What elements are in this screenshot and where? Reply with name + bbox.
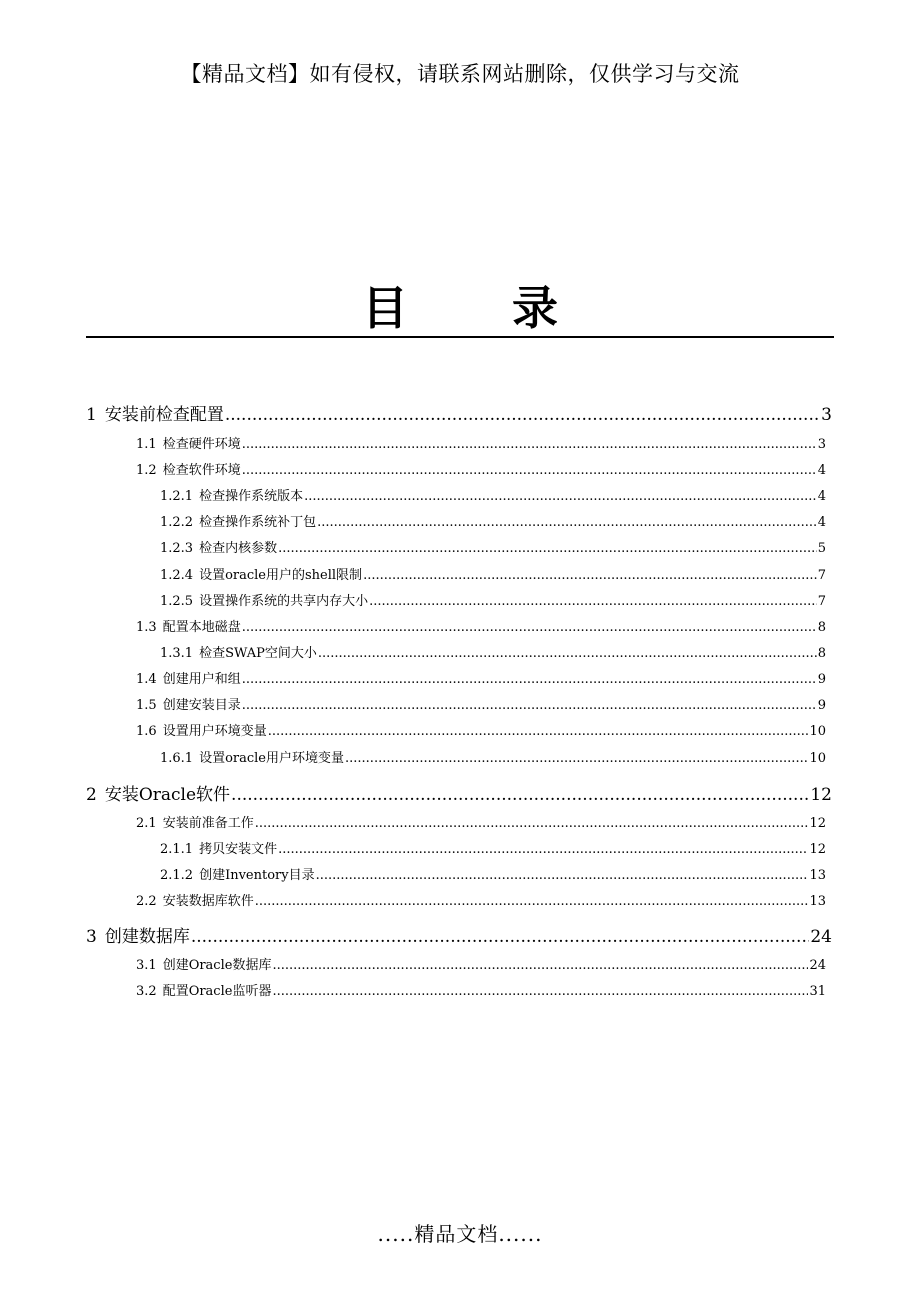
toc-entry-number: 2.2	[136, 894, 157, 908]
toc-entry-page: 7	[817, 594, 826, 608]
toc-entry-number: 1	[86, 405, 97, 424]
toc-entry-title: 安装数据库软件	[162, 894, 254, 908]
toc-entry-number: 1.3.1	[160, 646, 194, 660]
toc-entry[interactable]	[136, 812, 826, 830]
toc-leader-dots	[242, 620, 817, 634]
toc-entry[interactable]	[136, 459, 826, 477]
toc-entry-number: 2.1.2	[160, 868, 194, 882]
toc-entry[interactable]	[136, 954, 826, 972]
toc-entry[interactable]	[136, 720, 826, 738]
toc-entry-title: 检查软件环境	[162, 463, 241, 477]
toc-entry-title: 配置本地磁盘	[162, 620, 241, 634]
toc-entry-number: 1.4	[136, 672, 157, 686]
toc-entry-title: 创建Inventory目录	[199, 868, 315, 882]
toc-entry-title: 设置操作系统的共享内存大小	[199, 594, 369, 608]
toc-entry-number: 2.1.1	[160, 842, 194, 856]
toc-entry-page: 12	[810, 785, 832, 804]
toc-entry-number: 1.2.2	[160, 515, 194, 529]
toc-entry-number: 1.2.3	[160, 541, 194, 555]
toc-entry-page: 4	[817, 515, 826, 529]
toc-entry[interactable]	[160, 864, 826, 882]
toc-entry[interactable]	[136, 980, 826, 998]
toc-entry-title: 检查SWAP空间大小	[199, 646, 317, 660]
toc-leader-dots	[369, 594, 817, 608]
toc-entry-page: 13	[809, 894, 826, 908]
toc-entry-title: 检查操作系统补丁包	[199, 515, 317, 529]
toc-entry-page: 8	[817, 620, 826, 634]
toc-entry[interactable]	[160, 747, 826, 765]
toc-entry-page: 3	[817, 437, 826, 451]
toc-leader-dots	[318, 646, 817, 660]
footer-note: .....精品文档......	[377, 1222, 543, 1246]
toc-leader-dots	[304, 489, 817, 503]
toc-entry-number: 3.2	[136, 984, 157, 998]
toc-entry-title: 检查操作系统版本	[199, 489, 304, 503]
toc-leader-dots	[278, 541, 817, 555]
toc-entry[interactable]	[160, 485, 826, 503]
toc-leader-dots	[242, 698, 817, 712]
toc-entry-number: 1.2.1	[160, 489, 194, 503]
toc-leader-dots	[278, 842, 808, 856]
toc-entry-page: 12	[809, 816, 826, 830]
toc-entry-number: 1.6	[136, 724, 157, 738]
toc-leader-dots	[316, 868, 809, 882]
toc-leader-dots	[255, 894, 809, 908]
toc-entry[interactable]	[86, 780, 832, 804]
toc-entry-title: 设置oracle用户环境变量	[199, 751, 345, 765]
toc-leader-dots	[242, 672, 817, 686]
toc-entry-number: 1.2.4	[160, 568, 194, 582]
toc-entry-page: 5	[817, 541, 826, 555]
toc-entry[interactable]	[86, 400, 832, 424]
toc-leader-dots	[345, 751, 808, 765]
toc-entry[interactable]	[160, 511, 826, 529]
toc-leader-dots	[272, 984, 808, 998]
toc-leader-dots	[225, 405, 820, 424]
toc-entry[interactable]	[136, 433, 826, 451]
toc-entry[interactable]	[136, 616, 826, 634]
toc-leader-dots	[255, 816, 809, 830]
toc-leader-dots	[363, 568, 817, 582]
toc-entry-title: 创建数据库	[104, 927, 190, 946]
toc-entry-number: 2	[86, 785, 97, 804]
toc-entry-title: 设置用户环境变量	[162, 724, 267, 738]
toc-entry-title: 设置oracle用户的shell限制	[199, 568, 363, 582]
toc-entry-page: 10	[809, 724, 826, 738]
toc-entry-page: 4	[817, 463, 826, 477]
toc-entry-title: 安装Oracle软件	[104, 785, 231, 804]
toc-leader-dots	[317, 515, 817, 529]
toc-entry[interactable]	[160, 590, 826, 608]
toc-entry-page: 24	[809, 958, 826, 972]
header-disclaimer: 【精品文档】如有侵权，请联系网站删除，仅供学习与交流	[180, 62, 740, 86]
toc-entry-title: 拷贝安装文件	[199, 842, 278, 856]
toc-entry-number: 3	[86, 927, 97, 946]
toc-entry-title: 创建安装目录	[162, 698, 241, 712]
toc-entry[interactable]	[86, 922, 832, 946]
toc-entry[interactable]	[136, 694, 826, 712]
toc-leader-dots	[272, 958, 808, 972]
toc-entry-number: 1.5	[136, 698, 157, 712]
toc-entry[interactable]	[160, 564, 826, 582]
toc-entry-title: 安装前检查配置	[104, 405, 224, 424]
toc-entry-page: 12	[809, 842, 826, 856]
toc-entry-page: 24	[810, 927, 832, 946]
toc-title: 目 录	[361, 281, 602, 335]
toc-entry-page: 9	[817, 672, 826, 686]
toc-leader-dots	[268, 724, 809, 738]
toc-entry-title: 创建Oracle数据库	[162, 958, 272, 972]
toc-entry-title: 配置Oracle监听器	[162, 984, 272, 998]
toc-entry-number: 1.6.1	[160, 751, 194, 765]
toc-entry-page: 13	[809, 868, 826, 882]
toc-entry-number: 2.1	[136, 816, 157, 830]
toc-entry-number: 1.2.5	[160, 594, 194, 608]
toc-entry-number: 1.2	[136, 463, 157, 477]
toc-entry-number: 1.1	[136, 437, 157, 451]
toc-entry[interactable]	[160, 642, 826, 660]
toc-entry[interactable]	[160, 838, 826, 856]
toc-entry-number: 3.1	[136, 958, 157, 972]
title-underline	[86, 336, 834, 338]
toc-entry[interactable]	[136, 668, 826, 686]
toc-entry-page: 8	[817, 646, 826, 660]
toc-entry-number: 1.3	[136, 620, 157, 634]
toc-entry-page: 10	[809, 751, 826, 765]
toc-leader-dots	[242, 463, 817, 477]
toc-entry-title: 检查内核参数	[199, 541, 278, 555]
toc-entry-page: 7	[817, 568, 826, 582]
toc-leader-dots	[231, 785, 809, 804]
toc-entry-page: 31	[809, 984, 826, 998]
toc-entry-page: 9	[817, 698, 826, 712]
toc-entry-page: 3	[821, 405, 832, 424]
toc-entry-title: 创建用户和组	[162, 672, 241, 686]
toc-entry-title: 检查硬件环境	[162, 437, 241, 451]
toc-entry-page: 4	[817, 489, 826, 503]
toc-entry-title: 安装前准备工作	[162, 816, 254, 830]
toc-leader-dots	[242, 437, 817, 451]
toc-leader-dots	[191, 927, 810, 946]
toc-entry[interactable]	[160, 537, 826, 555]
toc-entry[interactable]	[136, 890, 826, 908]
